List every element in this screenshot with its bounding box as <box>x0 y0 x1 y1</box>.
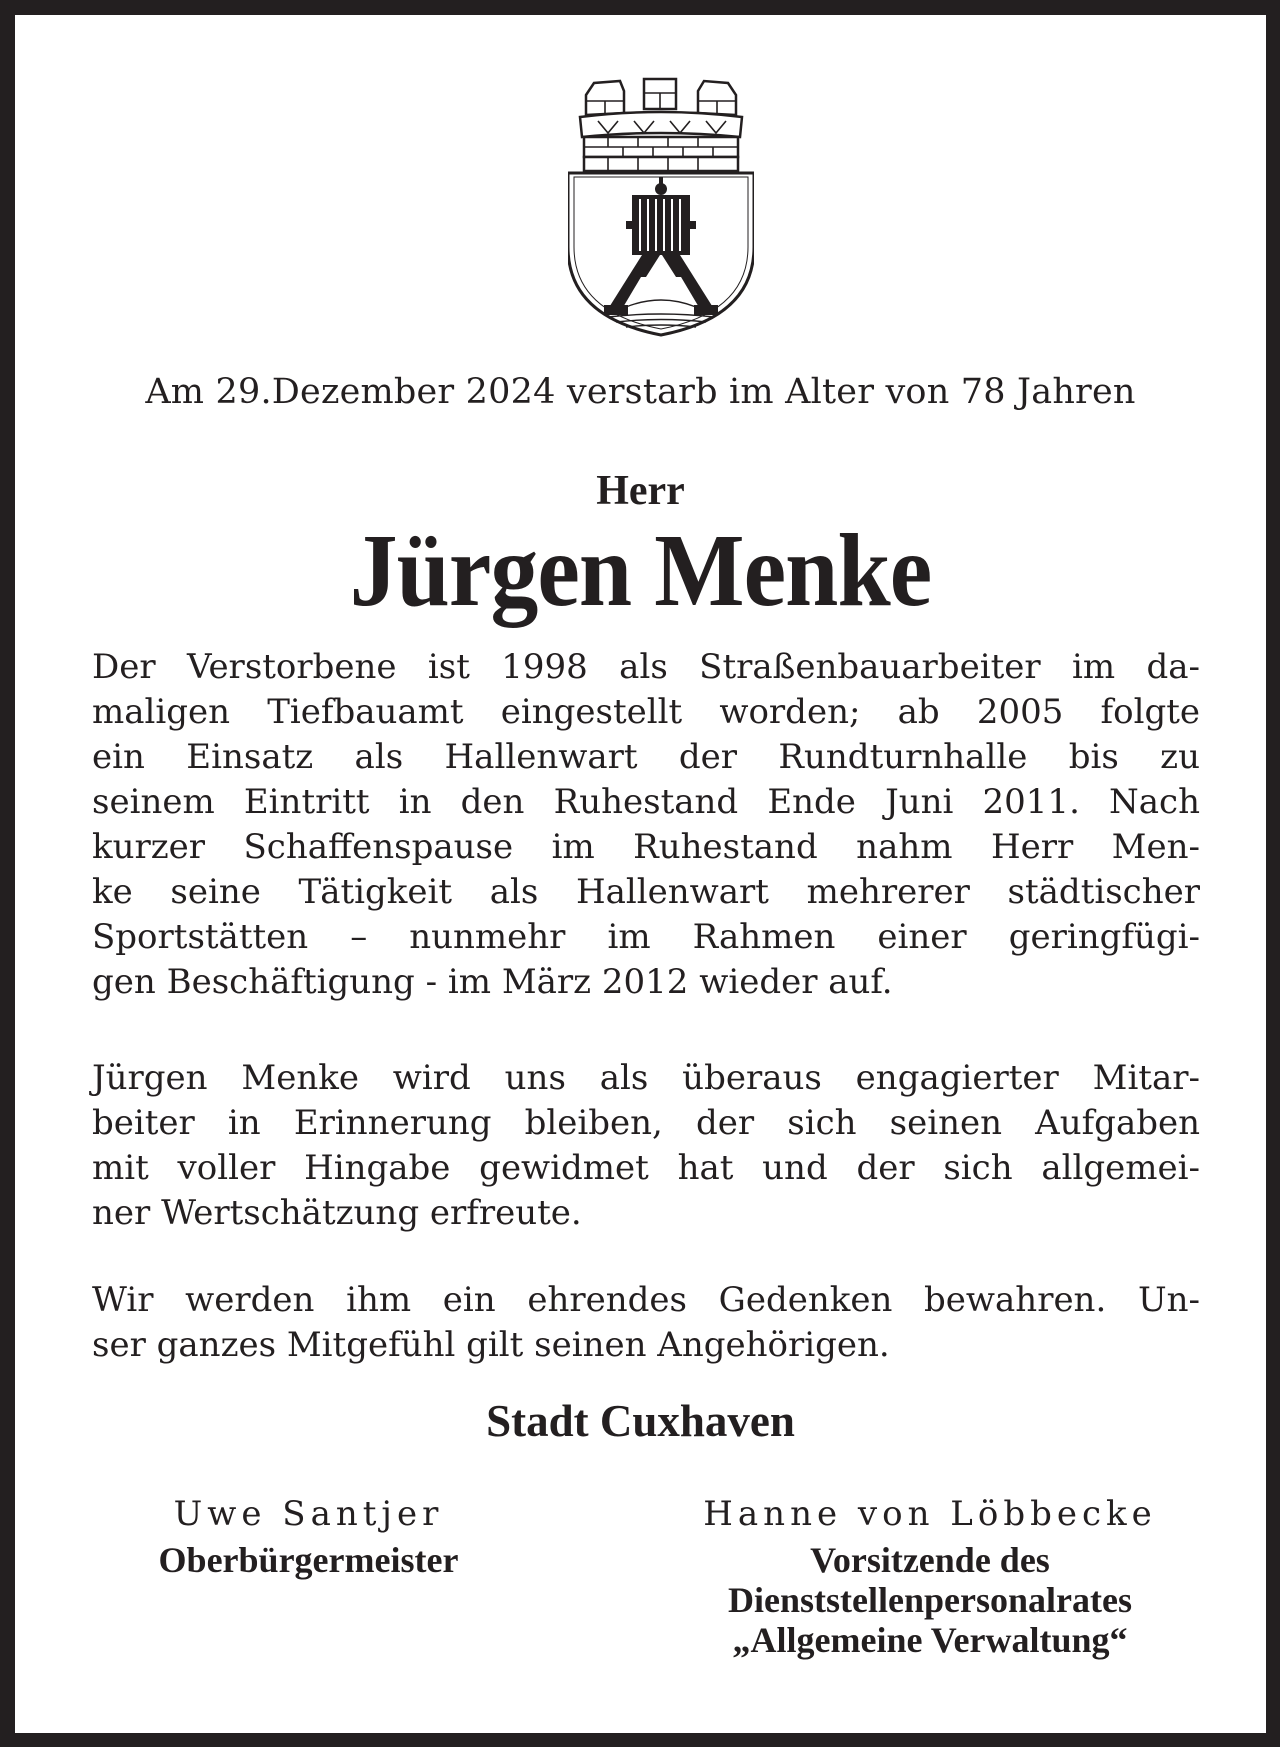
signatory-mayor <box>102 1492 515 1580</box>
text-line: Der Verstorbene ist 1998 als Straßenbauarbeiter im da- <box>92 647 1200 687</box>
text-line: Sportstätten – nunmehr im Rahmen einer geringfügi- <box>92 917 1200 957</box>
signatory-staff-council <box>650 1492 1210 1660</box>
signatory-title <box>650 1540 1210 1660</box>
deceased-name: Jürgen Menke <box>349 513 932 628</box>
text-line: mit voller Hingabe gewidmet hat und der sich allgemei- <box>92 1148 1200 1188</box>
text-line: kurzer Schaffenspause im Ruhestand nahm Herr Men- <box>92 827 1200 867</box>
signatory-title-line: Dienststellenpersonalrates <box>728 1580 1132 1620</box>
organization-name: Stadt Cuxhaven <box>486 1396 795 1446</box>
signatory-name: Uwe Santjer <box>173 1494 444 1534</box>
text-line: Jürgen Menke wird uns als überaus engagierter Mitar- <box>92 1058 1200 1098</box>
text-line: ner Wertschätzung erfreute. <box>92 1193 582 1233</box>
text-line: ser ganzes Mitgefühl gilt seinen Angehörigen. <box>92 1325 890 1365</box>
signatory-title-line: Vorsitzende des <box>810 1540 1050 1580</box>
signatory-title: Oberbürgermeister <box>158 1540 459 1580</box>
text-line: Wir werden ihm ein ehrendes Gedenken bewahren. Un- <box>92 1280 1200 1320</box>
text-line: maligen Tiefbauamt eingestellt worden; ab 2005 folgte <box>92 692 1200 732</box>
text-line: seinem Eintritt in den Ruhestand Ende Juni 2011. Nach <box>92 782 1200 822</box>
text-line: beiter in Erinnerung bleiben, der sich seinen Aufgaben <box>92 1103 1200 1143</box>
paragraph-condolences <box>92 1278 1200 1368</box>
signatory-title-line: „Allgemeine Verwaltung“ <box>732 1620 1128 1660</box>
salutation: Herr <box>596 468 685 514</box>
coat-of-arms-icon <box>568 77 754 339</box>
text-line: ke seine Tätigkeit als Hallenwart mehrerer städtischer <box>92 872 1200 912</box>
obituary-notice <box>15 15 1266 1733</box>
text-line: gen Beschäftigung - im März 2012 wieder auf. <box>92 962 893 1002</box>
paragraph-career <box>92 645 1200 1005</box>
text-line: ein Einsatz als Hallenwart der Rundturnhalle bis zu <box>92 737 1200 777</box>
death-announcement: Am 29.Dezember 2024 verstarb im Alter von 78 Jahren <box>145 372 1136 412</box>
paragraph-remembrance <box>92 1056 1200 1236</box>
signatory-name: Hanne von Löbbecke <box>703 1494 1157 1534</box>
